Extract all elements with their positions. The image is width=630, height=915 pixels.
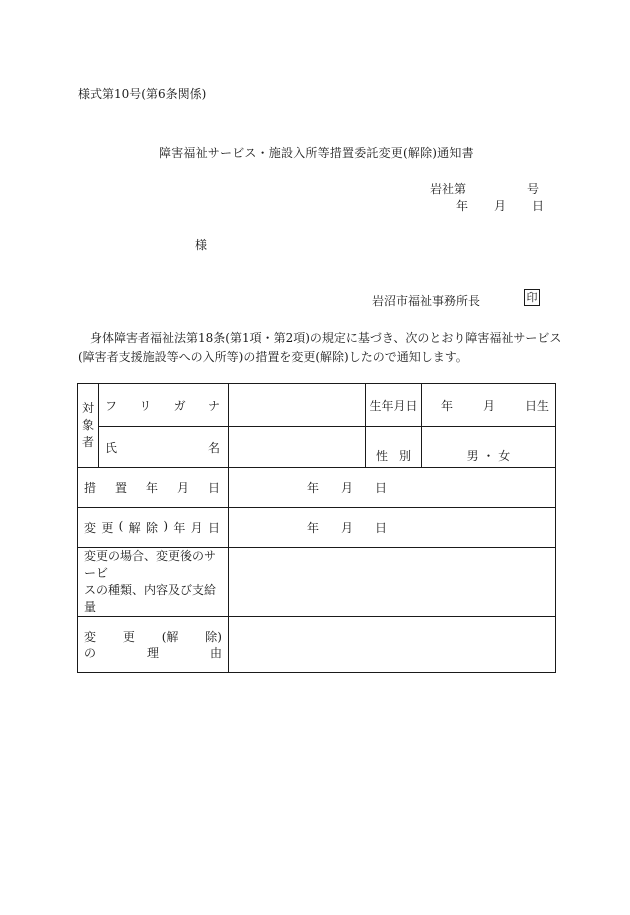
notice-body xyxy=(78,329,561,367)
sex-field[interactable]: 男 ・ 女 xyxy=(422,427,556,468)
name-label: 氏 名 xyxy=(99,427,229,468)
sex-label: 性 別 xyxy=(366,427,422,468)
issue-date-year: 年 xyxy=(456,199,469,213)
furigana-field[interactable] xyxy=(229,384,366,427)
furigana-label: フ リ ガ ナ xyxy=(99,384,229,427)
subject-label: 対 象 者 xyxy=(78,384,99,468)
name-field[interactable] xyxy=(229,427,366,468)
addressee-suffix: 様 xyxy=(195,238,208,252)
issue-date xyxy=(456,197,544,214)
doc-number-suffix: 号 xyxy=(527,182,540,196)
birthdate-label: 生年月日 xyxy=(366,384,422,427)
notice-form-table xyxy=(77,383,556,673)
issue-date-day: 日 xyxy=(532,199,545,213)
change-reason-label: 変 更 (解 除) の 理 由 xyxy=(78,617,229,673)
issue-date-month: 月 xyxy=(494,199,507,213)
service-change-field[interactable] xyxy=(229,548,556,617)
measure-date-field[interactable]: 年 月 日 xyxy=(229,468,556,508)
notice-body-line-1: 身体障害者福祉法第18条(第1項・第2項)の規定に基づき、次のとおり障害福祉サービス xyxy=(90,331,562,345)
document-title: 障害福祉サービス・施設入所等措置委託変更(解除)通知書 xyxy=(159,146,474,160)
issuer-name: 岩沼市福祉事務所長 xyxy=(372,294,481,308)
service-change-label: 変更の場合、変更後のサービ スの種類、内容及び支給量 xyxy=(78,548,229,617)
change-date-field[interactable]: 年 月 日 xyxy=(229,508,556,548)
change-date-label: 変 更 ( 解 除 ) 年 月 日 xyxy=(78,508,229,548)
birthdate-field[interactable]: 年 月 日生 xyxy=(422,384,556,427)
measure-date-label: 措 置 年 月 日 xyxy=(78,468,229,508)
seal-mark: 印 xyxy=(524,289,540,306)
notice-body-line-2: (障害者支援施設等への入所等)の措置を変更(解除)したので通知します。 xyxy=(78,350,468,364)
document-number xyxy=(430,180,540,197)
change-reason-field[interactable] xyxy=(229,617,556,673)
doc-number-prefix: 岩社第 xyxy=(430,182,467,196)
form-id: 様式第10号(第6条関係) xyxy=(78,87,207,101)
